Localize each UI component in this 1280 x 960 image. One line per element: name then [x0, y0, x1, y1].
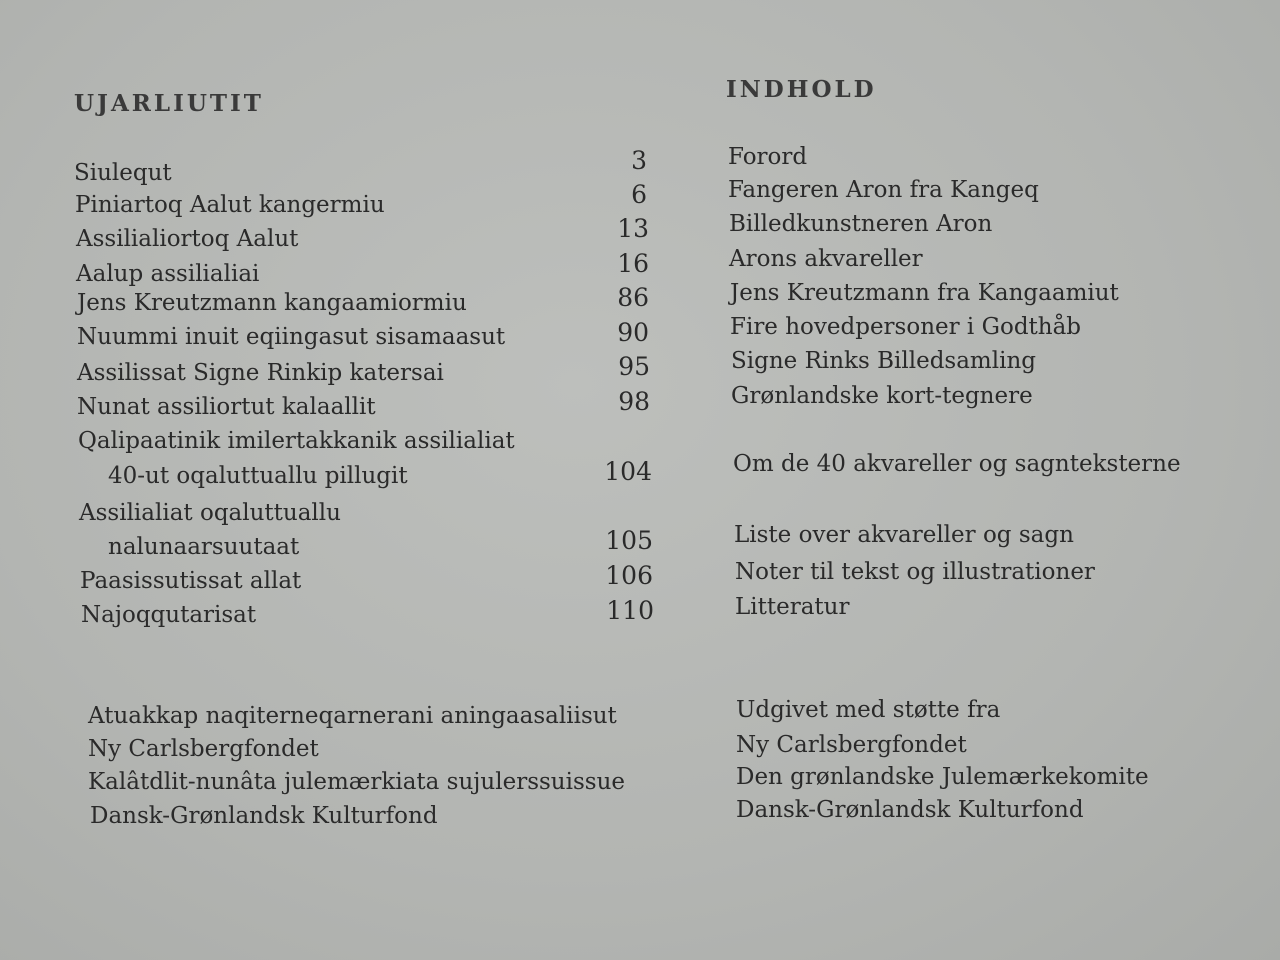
right-entry-0: Forord: [728, 144, 808, 170]
left-entry-title: Jens Kreutzmann kangaamiormiu: [77, 290, 467, 316]
right-support-line: Den grønlandske Julemærkekomite: [736, 764, 1149, 790]
left-entry-5: [77, 326, 505, 349]
page-number: 3: [631, 146, 647, 175]
page-number: 106: [605, 561, 653, 590]
page-number: 98: [618, 387, 650, 416]
right-entry-2: Billedkunstneren Aron: [729, 211, 993, 237]
right-support-line: Ny Carlsbergfondet: [736, 732, 967, 758]
left-entry-title: Najoqqutarisat: [81, 602, 257, 628]
right-entry-7: Grønlandske kort-tegnere: [731, 383, 1033, 409]
left-support-line: Atuakkap naqiterneqarnerani aningaasaliisut: [88, 703, 617, 729]
page-number: 110: [606, 596, 654, 625]
right-entry-11: Litteratur: [735, 594, 850, 620]
left-entry-6: [77, 362, 444, 385]
right-entry-9: Liste over akvareller og sagn: [734, 522, 1074, 548]
right-entry-3: Arons akvareller: [729, 246, 923, 272]
left-entry-title: Piniartoq Aalut kangermiu: [75, 192, 385, 218]
left-support-line: Kalâtdlit-nunâta julemærkiata sujulerssuissue: [88, 769, 626, 795]
left-entry-3: [76, 263, 259, 286]
left-entry-title-cont: 40-ut oqaluttuallu pillugit: [108, 463, 408, 489]
right-heading: INDHOLD: [726, 76, 877, 103]
left-heading: UJARLIUTIT: [74, 90, 264, 117]
left-entry-1: [75, 194, 385, 217]
left-entry-title: Siulequt: [74, 160, 172, 186]
page-number: 6: [631, 180, 647, 209]
left-entry-title: Assilissat Signe Rinkip katersai: [77, 360, 444, 386]
left-entry-title: Nunat assiliortut kalaallit: [77, 394, 376, 420]
page-number: 86: [617, 283, 649, 312]
right-entry-8: Om de 40 akvareller og sagnteksterne: [733, 451, 1181, 477]
left-entry-11: [81, 604, 256, 627]
left-entry-title-cont: nalunaarsuutaat: [108, 534, 300, 560]
left-entry-4: [77, 292, 467, 315]
right-entry-10: Noter til tekst og illustrationer: [735, 559, 1095, 585]
left-entry-10: [80, 570, 301, 593]
right-entry-1: Fangeren Aron fra Kangeq: [728, 177, 1039, 203]
left-entry-9: [79, 502, 341, 525]
right-support-line: Dansk-Grønlandsk Kulturfond: [736, 797, 1084, 823]
left-support-line: Dansk-Grønlandsk Kulturfond: [90, 803, 438, 829]
right-support-line: Udgivet med støtte fra: [736, 697, 1001, 723]
left-entry-8: [78, 430, 515, 453]
right-entry-6: Signe Rinks Billedsamling: [731, 348, 1036, 374]
left-support-line: Ny Carlsbergfondet: [88, 736, 319, 762]
page-number: 16: [617, 249, 649, 278]
left-entry-title: Assilialiat oqaluttuallu: [79, 500, 341, 526]
right-entry-5: Fire hovedpersoner i Godthåb: [730, 314, 1082, 340]
page-number: 95: [618, 352, 650, 381]
page-number: 105: [605, 526, 653, 555]
left-entry-2: [76, 228, 298, 251]
page-number: 13: [617, 214, 649, 243]
left-entry-title: Assilialiortoq Aalut: [76, 226, 299, 252]
page-number: 90: [617, 318, 649, 347]
left-entry-title: Paasissutissat allat: [80, 568, 302, 594]
page-number: 104: [604, 457, 652, 486]
left-entry-9-cont: [108, 536, 299, 559]
left-entry-title: Aalup assilialiai: [76, 261, 260, 287]
right-entry-4: Jens Kreutzmann fra Kangaamiut: [730, 280, 1119, 306]
left-entry-7: [77, 396, 376, 419]
left-entry-title: Qalipaatinik imilertakkanik assilialiat: [78, 428, 515, 454]
left-entry-title: Nuummi inuit eqiingasut sisamaasut: [77, 324, 506, 350]
left-entry-0: [74, 162, 172, 185]
left-entry-8-cont: [108, 465, 408, 488]
